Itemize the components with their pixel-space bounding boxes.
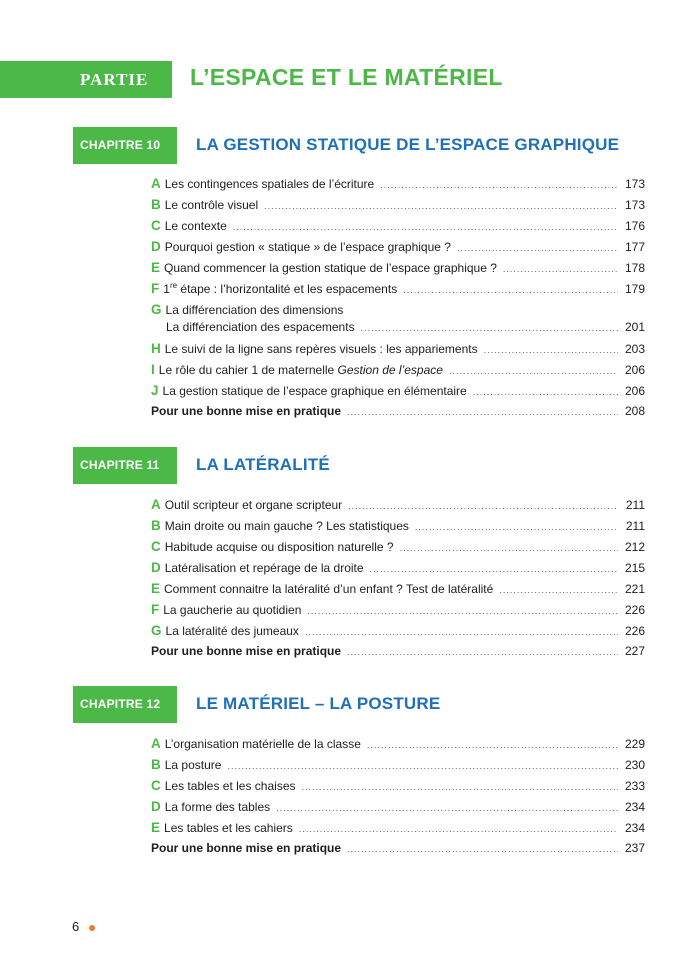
entry-letter: I [151,362,155,377]
entry-letter: E [151,260,161,275]
toc-entry[interactable] [151,362,645,383]
entry-label: L’organisation matérielle de la classe [164,737,361,751]
practice-page: 237 [624,841,645,855]
toc-practice[interactable] [151,841,645,862]
entry-label: Habitude acquise ou disposition naturelle ? [164,540,394,554]
entry-letter: D [151,799,161,814]
toc-entry[interactable] [151,383,645,404]
toc-entry[interactable] [151,820,645,841]
practice-page: 227 [624,644,645,658]
entry-page: 233 [624,779,645,793]
entry-label: Les tables et les cahiers [164,821,293,835]
entry-label-rest: étape : l’horizontalité et les espacements [177,282,398,296]
dot-leader [264,201,618,211]
dot-leader [403,285,618,295]
practice-page: 208 [624,404,645,418]
entry-letter: A [151,497,161,512]
entry-label: Les tables et les chaises [164,779,296,793]
dot-leader [457,243,618,253]
chapter-label: CHAPITRE 12 [73,686,177,723]
toc-entry[interactable] [151,799,645,820]
dot-leader [361,323,618,333]
dot-leader [380,180,618,190]
toc-entry[interactable] [151,581,645,602]
toc-entry[interactable] [151,341,645,362]
toc-entry[interactable] [151,539,645,560]
entry-page: 176 [624,219,645,233]
entry-page: 178 [624,261,645,275]
entry-label: La forme des tables [164,800,271,814]
practice-label: Pour une bonne mise en pratique [151,404,342,418]
dot-leader [347,647,618,657]
entry-letter: B [151,197,161,212]
toc-practice[interactable] [151,404,645,425]
entry-page: 234 [624,821,645,835]
toc-practice[interactable] [151,644,645,665]
dot-leader [276,803,618,813]
entry-letter: F [151,281,160,296]
toc-entry[interactable] [151,302,645,341]
toc-entry[interactable] [151,778,645,799]
entry-letter: C [151,778,161,793]
dot-leader [503,264,618,274]
entry-label: La différenciation des dimensions [165,303,344,317]
entry-label: La latéralité des jumeaux [165,624,299,638]
entry-label-text: Le rôle du cahier 1 de maternelle [158,363,338,377]
toc-entry[interactable] [151,197,645,218]
entry-label: La posture [164,758,222,772]
entry-letter: H [151,341,161,356]
entry-label: Latéralisation et repérage de la droite [164,561,364,575]
toc-chapter-11 [151,497,645,665]
entry-label [163,282,397,296]
dot-leader [348,501,618,511]
dot-leader [499,585,618,595]
dot-leader [305,627,618,637]
entry-label: La gaucherie au quotidien [163,603,302,617]
page-number: 6 [72,919,80,934]
entry-label: Pourquoi gestion « statique » de l’espace graphique ? [164,240,451,254]
entry-letter: E [151,820,161,835]
practice-label: Pour une bonne mise en pratique [151,644,342,658]
toc-entry[interactable] [151,736,645,757]
dot-leader [473,387,618,397]
toc-chapter-10 [151,176,645,425]
toc-entry[interactable] [151,518,645,539]
toc-entry[interactable] [151,239,645,260]
part-title: L’ESPACE ET LE MATÉRIEL [190,64,503,90]
entry-letter: B [151,757,161,772]
chapter-label: CHAPITRE 11 [73,447,177,484]
dot-leader [233,222,618,232]
entry-page: 206 [624,384,645,398]
entry-letter: E [151,581,161,596]
chapter-label: CHAPITRE 10 [73,127,177,164]
dot-leader [449,366,618,376]
entry-letter: C [151,539,161,554]
dot-leader [307,606,618,616]
entry-page: 179 [624,282,645,296]
toc-entry[interactable] [151,602,645,623]
entry-page: 206 [624,363,645,377]
entry-letter: A [151,736,161,751]
entry-label: Outil scripteur et organe scripteur [164,498,343,512]
dot-leader [367,740,618,750]
entry-letter: F [151,602,160,617]
entry-page: 234 [624,800,645,814]
entry-label-italic: Gestion de l’espace [337,363,443,377]
entry-page: 212 [624,540,645,554]
entry-label: Comment connaitre la latéralité d’un enfant ? Test de latéralité [164,582,494,596]
entry-letter: B [151,518,161,533]
dot-leader [415,522,618,532]
entry-label: Le suivi de la ligne sans repères visuels : les appariements [164,342,478,356]
entry-page: 230 [624,758,645,772]
entry-page: 173 [624,177,645,191]
entry-label: Le contrôle visuel [164,198,259,212]
dot-leader [400,543,618,553]
chapter-title: LE MATÉRIEL – LA POSTURE [196,694,441,713]
dot-leader [370,564,618,574]
dot-leader [347,407,618,417]
dot-leader [227,761,618,771]
toc-chapter-12 [151,736,645,862]
practice-label: Pour une bonne mise en pratique [151,841,342,855]
entry-page: 211 [625,519,645,533]
entry-label: La gestion statique de l’espace graphique en élémentaire [162,384,467,398]
part-label: PARTIE III [0,61,172,98]
entry-label: Les contingences spatiales de l’écriture [164,177,375,191]
toc-entry[interactable] [151,757,645,778]
toc-entry[interactable] [151,623,645,644]
folio-dot-icon [89,925,95,931]
entry-letter: G [151,623,162,638]
entry-letter: D [151,560,161,575]
entry-page: 203 [624,342,645,356]
toc-entry[interactable] [151,260,645,281]
entry-page: 211 [625,498,645,512]
entry-label-line2: La différenciation des espacements [166,320,355,334]
entry-page: 221 [624,582,645,596]
toc-entry[interactable] [151,176,645,197]
entry-page: 173 [624,198,645,212]
dot-leader [347,844,618,854]
entry-letter: C [151,218,161,233]
chapter-title: LA GESTION STATIQUE DE L’ESPACE GRAPHIQUE [196,135,620,154]
entry-letter: A [151,176,161,191]
chapter-title: LA LATÉRALITÉ [196,455,330,474]
entry-page: 201 [624,320,645,334]
entry-label-sup: re [169,281,178,290]
toc-entry[interactable] [151,497,645,518]
entry-page: 226 [624,624,645,638]
entry-label [159,363,443,377]
toc-entry[interactable] [151,560,645,581]
toc-entry[interactable] [151,281,645,302]
entry-letter: G [151,302,162,317]
toc-entry[interactable] [151,218,645,239]
dot-leader [299,824,618,834]
entry-letter: D [151,239,161,254]
entry-page: 177 [624,240,645,254]
entry-label: Main droite ou main gauche ? Les statistiques [164,519,409,533]
dot-leader [484,345,618,355]
entry-page: 215 [624,561,645,575]
entry-page: 226 [624,603,645,617]
entry-letter: J [151,383,159,398]
entry-label-prefix: 1 [163,282,170,296]
entry-label: Le contexte [164,219,227,233]
entry-label: Quand commencer la gestion statique de l’espace graphique ? [164,261,497,275]
dot-leader [302,782,619,792]
entry-page: 229 [624,737,645,751]
